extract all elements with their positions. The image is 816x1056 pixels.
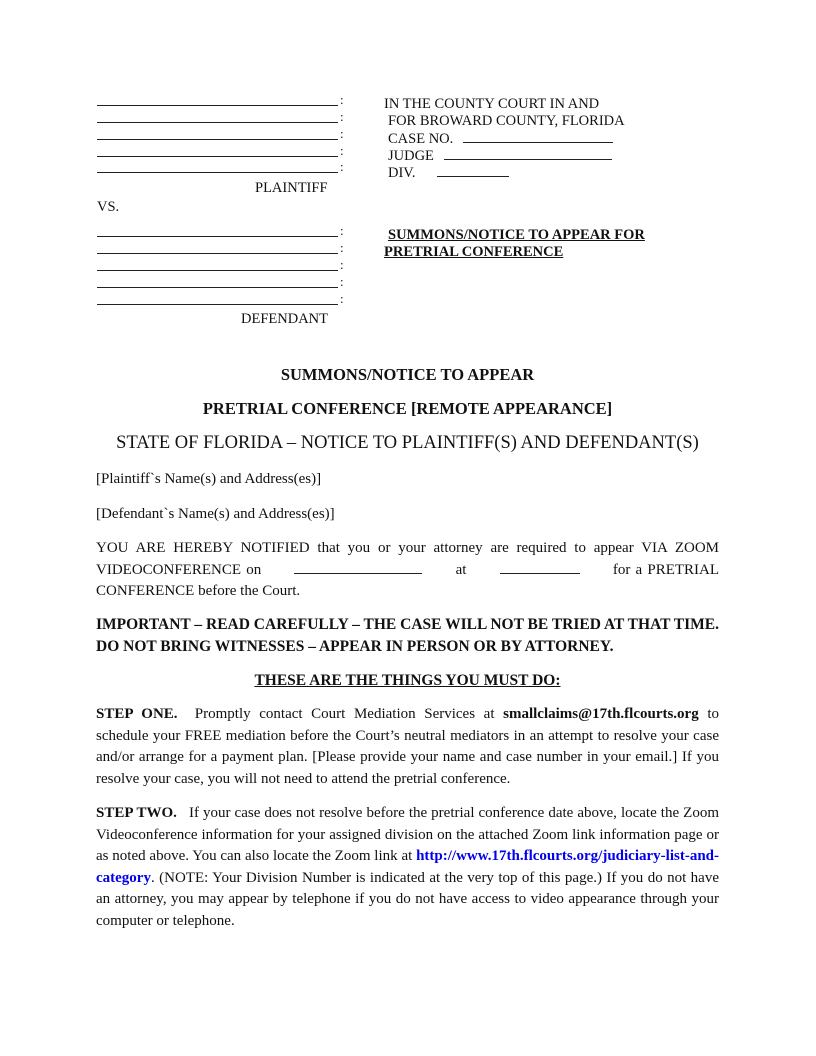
plaintiff-placeholder: [Plaintiff`s Name(s) and Address(es)] — [96, 471, 322, 487]
defendant-line-1 — [97, 221, 347, 237]
side-title-line-2: PRETRIAL CONFERENCE — [384, 244, 564, 260]
date-field[interactable] — [294, 561, 422, 574]
div-row — [388, 164, 509, 182]
colon: : — [340, 159, 344, 174]
div-label: DIV. — [388, 165, 416, 181]
side-title-line-1: SUMMONS/NOTICE TO APPEAR FOR — [388, 227, 645, 243]
judge-row — [388, 147, 612, 165]
case-no-field[interactable] — [463, 130, 613, 143]
defendant-line-2 — [97, 238, 347, 254]
state-notice-heading: STATE OF FLORIDA – NOTICE TO PLAINTIFF(S) AND DEFENDANT(S) — [116, 433, 699, 453]
defendant-line-5 — [97, 289, 347, 305]
plaintiff-line-1 — [97, 90, 347, 106]
colon: : — [340, 274, 344, 289]
colon: : — [340, 291, 344, 306]
doc-title: SUMMONS/NOTICE TO APPEAR — [280, 365, 535, 384]
court-line-1: IN THE COUNTY COURT IN AND — [384, 96, 600, 112]
at-text: at — [455, 561, 467, 578]
vs-label: VS. — [97, 199, 120, 215]
plaintiff-line-5 — [97, 157, 347, 173]
colon: : — [340, 240, 344, 255]
mediation-email[interactable]: smallclaims@17th.flcourts.org — [503, 706, 699, 722]
time-field[interactable] — [500, 561, 580, 574]
things-heading: THESE ARE THE THINGS YOU MUST DO: — [254, 672, 561, 689]
defendant-line-3 — [97, 255, 347, 271]
notice-text-2: for a PRETRIAL CONFERENCE before the Court. — [96, 561, 720, 599]
defendant-label: DEFENDANT — [241, 311, 328, 327]
colon: : — [340, 143, 344, 158]
plaintiff-line-4 — [97, 141, 347, 157]
step-two-text-2: . (NOTE: Your Division Number is indicated at the very top of this page.) If you do not have an attorney, you may appear by telephone if you do not have access to video appearance through your computer or telephone. — [96, 869, 719, 929]
notice-paragraph — [96, 538, 719, 603]
notice-text: YOU ARE HEREBY NOTIFIED that you or your attorney are required to appear VIA ZOOM VIDEOCONFERENCE on — [96, 540, 719, 578]
zoom-link[interactable]: http://www.17th.flcourts.org/judiciary-list-and-category — [96, 848, 720, 886]
colon: : — [340, 92, 344, 107]
case-no-label: CASE NO. — [388, 131, 454, 147]
step-two-label: STEP TWO. — [96, 805, 177, 821]
court-line-2: FOR BROWARD COUNTY, FLORIDA — [388, 113, 625, 129]
step-one-label: STEP ONE. — [96, 706, 178, 722]
colon: : — [340, 126, 344, 141]
step-two-paragraph — [96, 803, 719, 932]
plaintiff-line-3 — [97, 124, 347, 140]
defendant-placeholder: [Defendant`s Name(s) and Address(es)] — [96, 506, 335, 522]
colon: : — [340, 257, 344, 272]
plaintiff-label: PLAINTIFF — [255, 180, 328, 196]
case-no-row — [388, 130, 613, 148]
judge-label: JUDGE — [388, 148, 434, 164]
step-two-text: If your case does not resolve before the pretrial conference date above, locate the Zoom Videoconference information for your assigned division on the attached Zoom link information page or as noted above. You can also locate the Zoom link at — [96, 805, 719, 864]
step-one-text-2: to schedule your FREE mediation before the Court’s neutral mediators in an attempt to resolve your case and/or arrange for a payment plan. [Please provide your name and case number in your email.] If you resolve your case, you will not need to attend the pretrial conference. — [96, 706, 720, 787]
doc-subtitle: PRETRIAL CONFERENCE [REMOTE APPEARANCE] — [202, 399, 613, 418]
defendant-line-4 — [97, 272, 347, 288]
important-notice: IMPORTANT – READ CAREFULLY – THE CASE WILL NOT BE TRIED AT THAT TIME. DO NOT BRING WITNESSES – APPEAR IN PERSON OR BY ATTORNEY. — [96, 616, 719, 655]
step-one-text: Promptly contact Court Mediation Services at — [194, 706, 495, 722]
plaintiff-line-2 — [97, 107, 347, 123]
step-one-paragraph — [96, 704, 719, 790]
colon: : — [340, 109, 344, 124]
div-field[interactable] — [437, 164, 509, 177]
colon: : — [340, 223, 344, 238]
judge-field[interactable] — [444, 147, 612, 160]
